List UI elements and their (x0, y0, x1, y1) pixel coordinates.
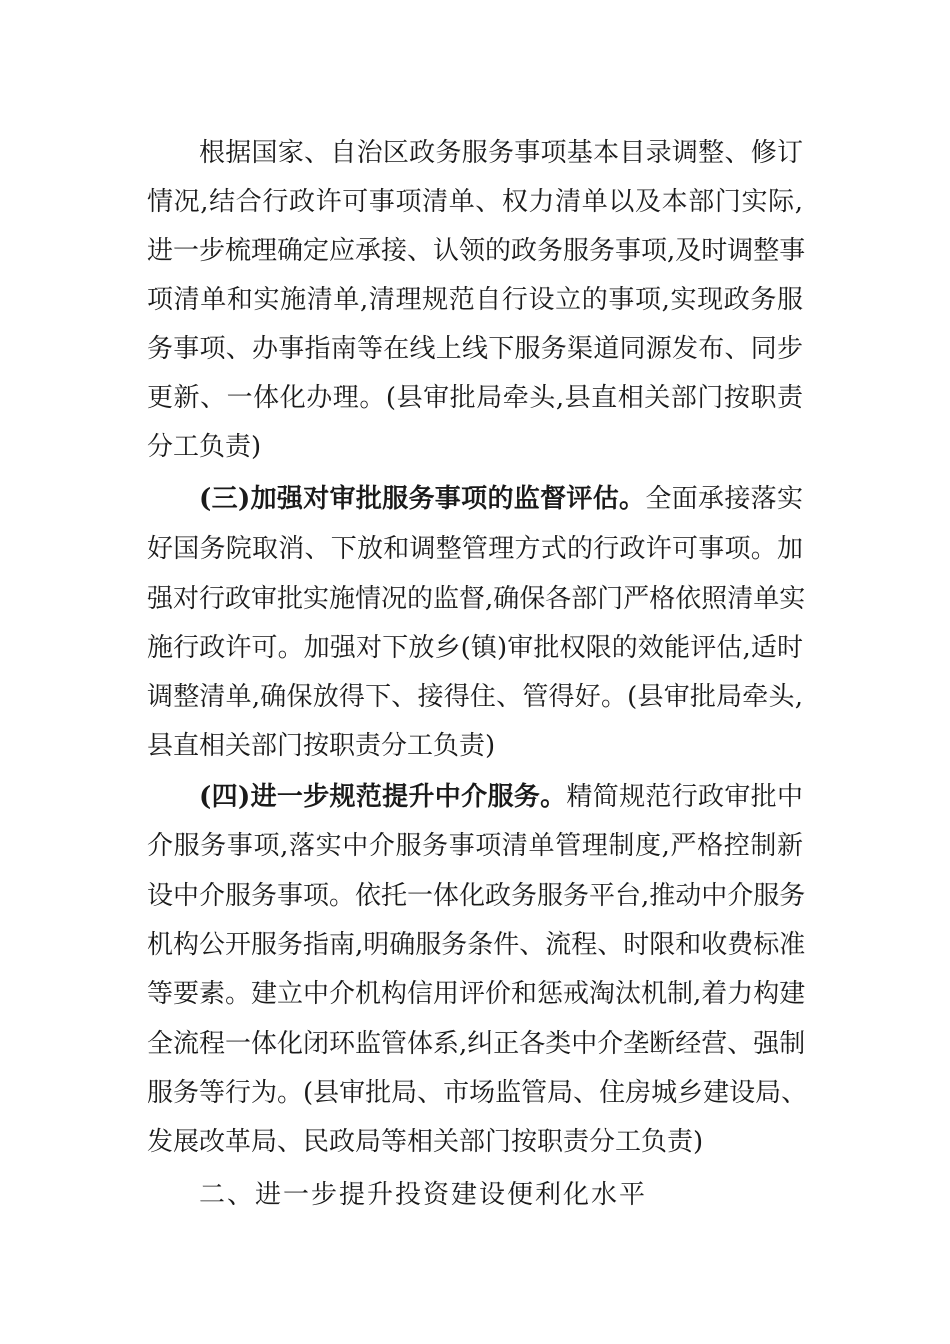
paragraph-line: 分工负责) (147, 432, 262, 462)
paragraph-line: 进一步梳理确定应承接、认领的政务服务事项,及时调整事 (147, 236, 806, 266)
paragraph-line: 县直相关部门按职责分工负责) (147, 731, 496, 761)
paragraph-line: 机构公开服务指南,明确服务条件、流程、时限和收费标准 (147, 930, 806, 960)
paragraph-line: 施行政许可。加强对下放乡(镇)审批权限的效能评估,适时 (147, 633, 803, 663)
paragraph-first-line (199, 777, 803, 817)
paragraph-line: 介服务事项,落实中介服务事项清单管理制度,严格控制新 (147, 831, 803, 861)
paragraph-title: (四)进一步规范提升中介服务。 (199, 782, 567, 812)
section-heading: 二、进一步提升投资建设便利化水平 (199, 1180, 648, 1210)
paragraph-line: 全流程一体化闭环监管体系,纠正各类中介垄断经营、强制 (147, 1029, 806, 1059)
paragraph-line: 情况,结合行政许可事项清单、权力清单以及本部门实际, (147, 187, 803, 217)
paragraph-text: 全面承接落实 (645, 484, 803, 514)
paragraph-line: 更新、一体化办理。(县审批局牵头,县直相关部门按职责 (147, 383, 803, 413)
paragraph-line: 等要素。建立中介机构信用评价和惩戒淘汰机制,着力构建 (147, 979, 806, 1009)
paragraph-line: 服务等行为。(县审批局、市场监管局、住房城乡建设局、 (147, 1078, 808, 1108)
paragraph-first-line (199, 479, 803, 519)
paragraph-line: 根据国家、自治区政务服务事项基本目录调整、修订 (199, 138, 803, 168)
paragraph-line: 设中介服务事项。依托一体化政务服务平台,推动中介服务 (147, 881, 806, 911)
paragraph-line: 调整清单,确保放得下、接得住、管得好。(县审批局牵头, (147, 682, 803, 712)
paragraph-text: 精简规范行政审批中 (566, 782, 803, 812)
paragraph-line: 发展改革局、民政局等相关部门按职责分工负责) (147, 1127, 704, 1157)
paragraph-line: 项清单和实施清单,清理规范自行设立的事项,实现政务服 (147, 285, 803, 315)
paragraph-title: (三)加强对审批服务事项的监督评估。 (199, 484, 646, 514)
paragraph-line: 好国务院取消、下放和调整管理方式的行政许可事项。加 (147, 534, 803, 564)
paragraph-line: 强对行政审批实施情况的监督,确保各部门严格依照清单实 (147, 584, 806, 614)
paragraph-line: 务事项、办事指南等在线上线下服务渠道同源发布、同步 (147, 334, 803, 364)
